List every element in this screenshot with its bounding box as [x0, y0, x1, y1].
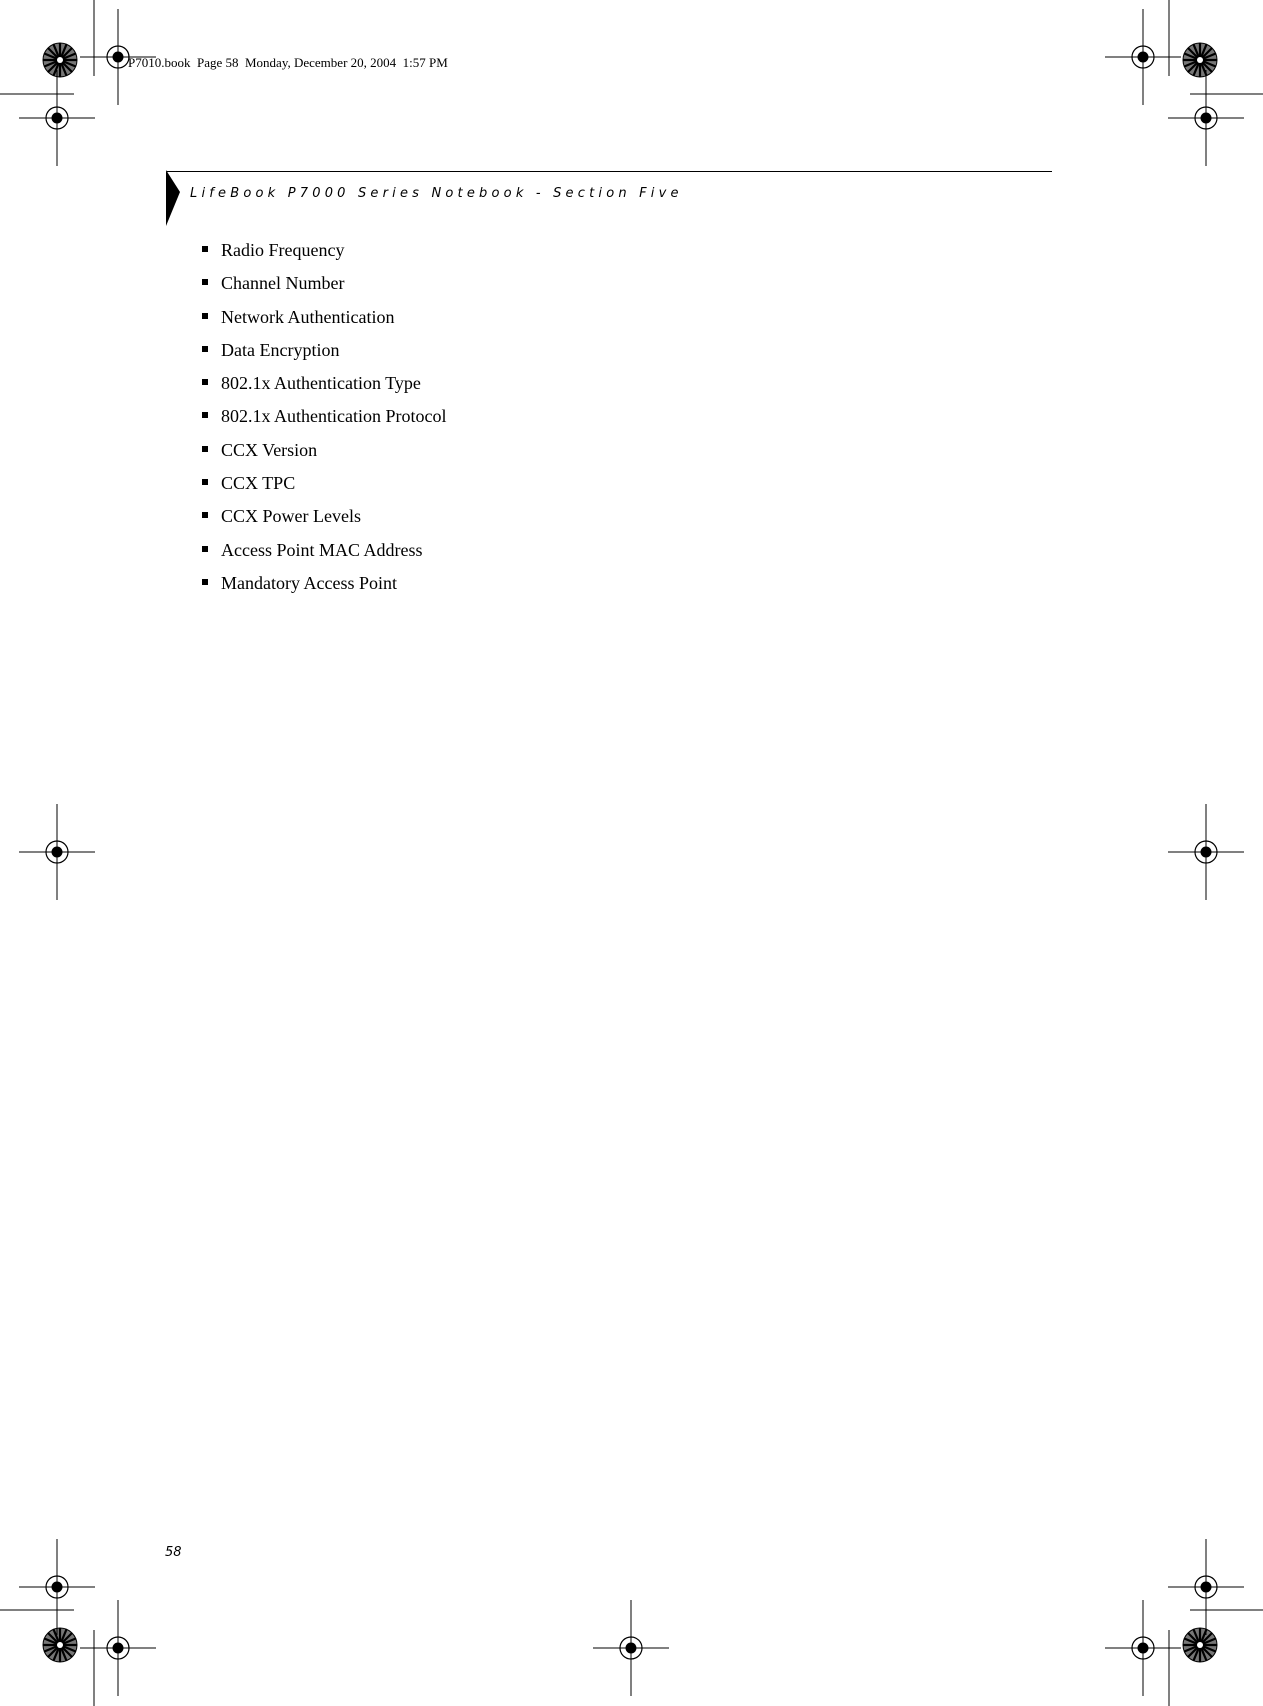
header-rule	[167, 171, 1052, 172]
list-item: CCX TPC	[200, 471, 446, 504]
crosshair-circle-icon	[1105, 1600, 1181, 1696]
crosshair-circle-icon	[1168, 804, 1244, 900]
square-bullet-icon	[202, 512, 208, 518]
square-bullet-icon	[202, 279, 208, 285]
running-head: LifeBook P7000 Series Notebook - Section Five	[190, 186, 683, 201]
list-item: Radio Frequency	[200, 238, 446, 271]
square-bullet-icon	[202, 546, 208, 552]
list-item: Access Point MAC Address	[200, 538, 446, 571]
square-bullet-icon	[202, 379, 208, 385]
square-bullet-icon	[202, 412, 208, 418]
crosshair-circle-icon	[1168, 70, 1244, 166]
crosshair-circle-icon	[1105, 9, 1181, 105]
crosshair-circle-icon	[19, 804, 95, 900]
print-slug: P7010.book Page 58 Monday, December 20, 2004 1:57 PM	[128, 55, 448, 70]
square-bullet-icon	[202, 346, 208, 352]
header-wedge	[166, 170, 180, 226]
sunburst-target-icon	[1183, 43, 1217, 77]
list-item: 802.1x Authentication Type	[200, 371, 446, 404]
sunburst-target-icon	[43, 1628, 77, 1662]
square-bullet-icon	[202, 313, 208, 319]
crosshair-circle-icon	[19, 1539, 95, 1635]
bullet-list	[200, 238, 446, 604]
crosshair-circle-icon	[19, 70, 95, 166]
list-item: CCX Version	[200, 438, 446, 471]
list-item: 802.1x Authentication Protocol	[200, 404, 446, 437]
crosshair-circle-icon	[80, 1600, 156, 1696]
square-bullet-icon	[202, 446, 208, 452]
list-item: Channel Number	[200, 271, 446, 304]
list-item: Mandatory Access Point	[200, 571, 446, 604]
list-item: Data Encryption	[200, 338, 446, 371]
page-number: 58	[165, 1545, 182, 1560]
crosshair-circle-icon	[593, 1600, 669, 1696]
sunburst-target-icon	[1183, 1628, 1217, 1662]
square-bullet-icon	[202, 479, 208, 485]
sunburst-target-icon	[43, 43, 77, 77]
square-bullet-icon	[202, 579, 208, 585]
crosshair-circle-icon	[1168, 1539, 1244, 1635]
square-bullet-icon	[202, 246, 208, 252]
list-item: CCX Power Levels	[200, 504, 446, 537]
list-item: Network Authentication	[200, 305, 446, 338]
